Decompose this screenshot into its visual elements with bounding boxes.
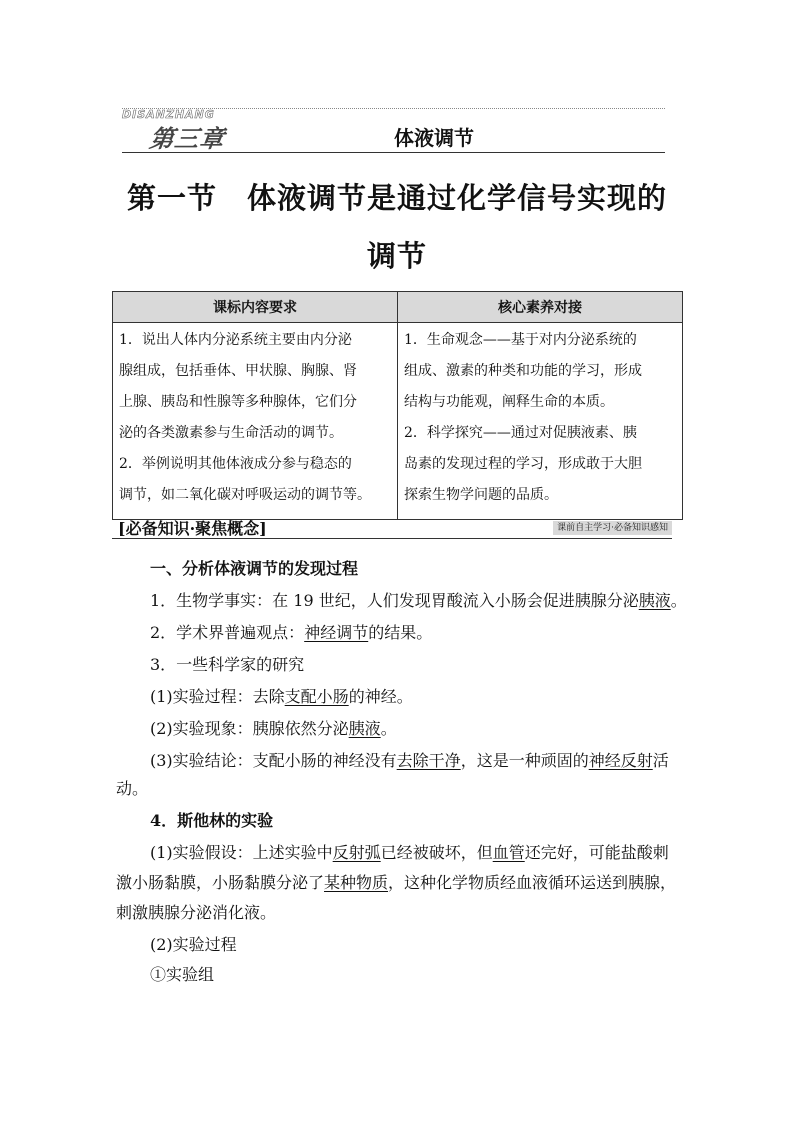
text: 的神经。 (348, 687, 413, 706)
answer-blank: 神经反射 (588, 751, 653, 770)
text: 。 (670, 591, 687, 610)
paragraph-conclusion-cont: 动。 (116, 779, 149, 798)
text: 。 (380, 719, 397, 738)
text: 2．学术界普遍观点： (150, 623, 305, 642)
paragraph-process (150, 684, 413, 707)
knowledge-section-tag: 课前自主学习·必备知识感知 (553, 521, 672, 535)
table-cell-right (398, 323, 683, 520)
paragraph-exp-process: (2)实验过程 (150, 935, 237, 954)
knowledge-section-bar (112, 516, 672, 539)
paragraph-view (150, 620, 432, 643)
knowledge-section-label: [必备知识·聚焦概念] (118, 519, 267, 538)
answer-blank: 反射弧 (332, 843, 381, 862)
text: 1．生物学事实：在 19 世纪，人们发现胃酸流入小肠会促进胰腺分泌 (150, 591, 639, 610)
table-body-row (113, 323, 683, 520)
answer-blank: 神经调节 (304, 623, 369, 642)
answer-blank: 去除干净 (396, 751, 461, 770)
answer-blank: 胰液 (638, 591, 671, 610)
cell-line: 上腺、胰岛和性腺等多种腺体，它们分 (119, 394, 357, 410)
cell-line: 1．生命观念——基于对内分泌系统的 (404, 332, 637, 348)
cell-line: 岛素的发现过程的学习，形成敢于大胆 (404, 456, 642, 472)
text: ，这是一种顽固的 (460, 751, 589, 770)
cell-line: 腺组成，包括垂体、甲状腺、胸腺、肾 (119, 363, 357, 379)
paragraph-conclusion (150, 748, 669, 771)
text: (1)实验假设：上述实验中 (150, 843, 333, 862)
table-header-left: 课标内容要求 (113, 292, 398, 323)
cell-line: 2．举例说明其他体液成分参与稳态的 (119, 456, 352, 472)
header-rule (122, 152, 665, 153)
text: 已经被破坏，但 (380, 843, 493, 862)
chapter-title: 体液调节 (394, 126, 474, 150)
section-title-line2: 调节 (366, 239, 427, 273)
answer-blank: 血管 (492, 843, 525, 862)
chapter-number: 第三章 (147, 125, 227, 153)
heading-starling: 4．斯他林的实验 (150, 811, 274, 830)
answer-blank: 某种物质 (324, 873, 389, 892)
answer-blank: 支配小肠 (284, 687, 349, 706)
paragraph-hypothesis-cont2: 刺激胰腺分泌消化液。 (116, 903, 277, 922)
paragraph-phenomenon (150, 716, 397, 739)
paragraph-research: 3．一些科学家的研究 (150, 655, 305, 674)
text: 活 (652, 751, 669, 770)
paragraph-hypothesis-cont (116, 870, 676, 893)
table-header-row (113, 292, 683, 323)
section-title-line1: 第一节 体液调节是通过化学信号实现的 (126, 181, 667, 215)
cell-line: 组成、激素的种类和功能的学习，形成 (404, 363, 642, 379)
cell-line: 探索生物学问题的品质。 (404, 487, 558, 503)
table-cell-left (113, 323, 398, 520)
text: 的结果。 (368, 623, 433, 642)
text: ，这种化学物质经血液循环运送到胰腺， (388, 873, 677, 892)
cell-line: 结构与功能观，阐释生命的本质。 (404, 394, 614, 410)
cell-line: 泌的各类激素参与生命活动的调节。 (119, 425, 343, 441)
text: (2)实验现象：胰腺依然分泌 (150, 719, 349, 738)
requirements-table (112, 291, 683, 520)
text: 激小肠黏膜，小肠黏膜分泌了 (116, 873, 325, 892)
paragraph-fact (150, 588, 687, 611)
text: (1)实验过程：去除 (150, 687, 285, 706)
paragraph-exp-group: ①实验组 (150, 965, 215, 984)
paragraph-hypothesis (150, 840, 669, 863)
answer-blank: 胰液 (348, 719, 381, 738)
cell-line: 1．说出人体内分泌系统主要由内分泌 (119, 332, 352, 348)
chapter-pinyin: DISANZHANG (122, 108, 215, 121)
cell-line: 调节，如二氧化碳对呼吸运动的调节等。 (119, 487, 371, 503)
text: 还完好，可能盐酸刺 (524, 843, 669, 862)
heading-discovery: 一、分析体液调节的发现过程 (150, 559, 359, 578)
cell-line: 2．科学探究——通过对促胰液素、胰 (404, 425, 637, 441)
text: (3)实验结论：支配小肠的神经没有 (150, 751, 397, 770)
table-header-right: 核心素养对接 (398, 292, 683, 323)
